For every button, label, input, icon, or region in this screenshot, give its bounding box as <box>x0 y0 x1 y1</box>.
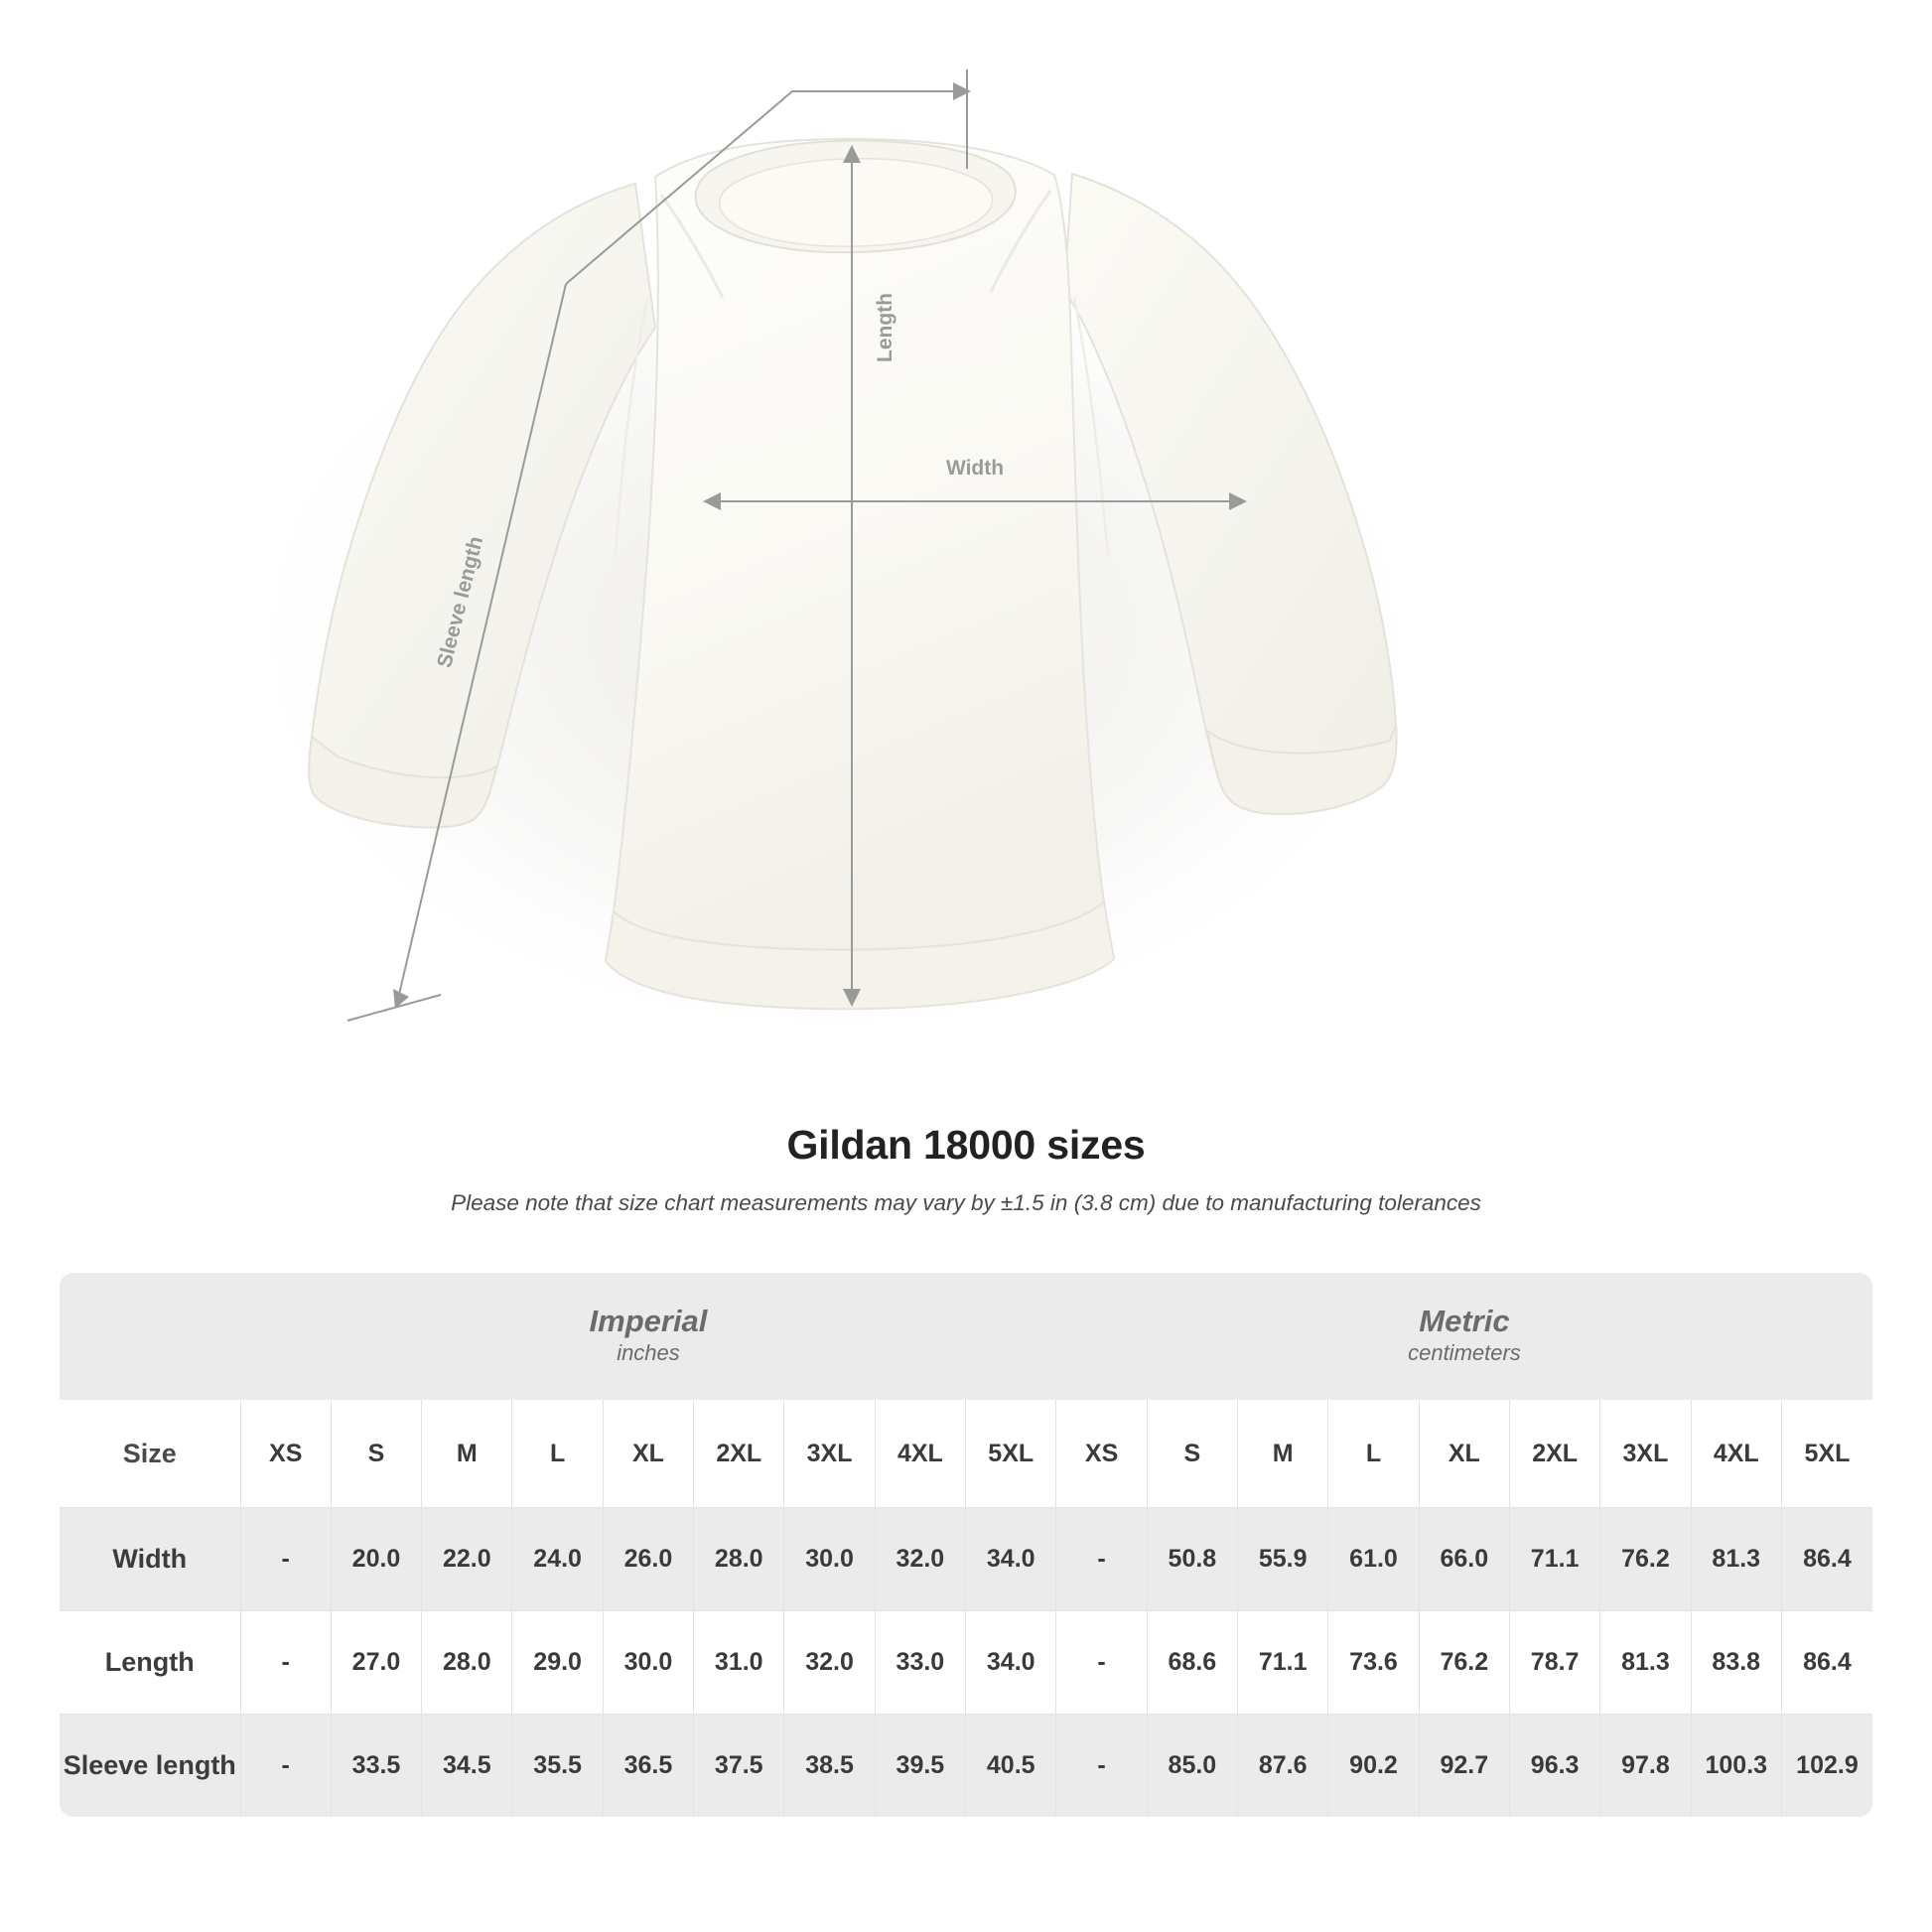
header-size-label: Size <box>60 1400 240 1508</box>
cell-width-metric-2xl: 71.1 <box>1509 1508 1599 1611</box>
header-metric-3xl: 3XL <box>1600 1400 1691 1508</box>
header-imperial-m: M <box>422 1400 512 1508</box>
table-row-sleeve-length <box>60 1715 1872 1818</box>
cell-width-imperial-xs: - <box>240 1508 331 1611</box>
cell-length-imperial-m: 28.0 <box>422 1611 512 1715</box>
unit-header-row <box>60 1273 1872 1400</box>
unit-imperial-name: Imperial <box>589 1303 708 1338</box>
size-table-wrapper <box>60 1273 1872 1817</box>
header-imperial-3xl: 3XL <box>784 1400 875 1508</box>
header-imperial-l: L <box>512 1400 603 1508</box>
cell-sleeve-imperial-5xl: 40.5 <box>966 1715 1056 1818</box>
cell-length-metric-5xl: 86.4 <box>1781 1611 1872 1715</box>
cell-length-imperial-l: 29.0 <box>512 1611 603 1715</box>
cell-length-metric-2xl: 78.7 <box>1509 1611 1599 1715</box>
unit-metric <box>1056 1273 1872 1400</box>
cell-length-metric-3xl: 81.3 <box>1600 1611 1691 1715</box>
cell-width-imperial-l: 24.0 <box>512 1508 603 1611</box>
cell-sleeve-metric-m: 87.6 <box>1238 1715 1328 1818</box>
cell-width-imperial-4xl: 32.0 <box>875 1508 965 1611</box>
cell-sleeve-metric-xs: - <box>1056 1715 1147 1818</box>
header-metric-m: M <box>1238 1400 1328 1508</box>
sleeve-length-label: Sleeve length <box>433 533 488 670</box>
header-metric-5xl: 5XL <box>1781 1400 1872 1508</box>
cell-length-metric-xs: - <box>1056 1611 1147 1715</box>
cell-sleeve-imperial-xl: 36.5 <box>603 1715 693 1818</box>
cell-length-metric-4xl: 83.8 <box>1691 1611 1781 1715</box>
cell-length-imperial-xl: 30.0 <box>603 1611 693 1715</box>
cell-width-imperial-xl: 26.0 <box>603 1508 693 1611</box>
table-row-width <box>60 1508 1872 1611</box>
cell-width-imperial-m: 22.0 <box>422 1508 512 1611</box>
cell-width-metric-xl: 66.0 <box>1419 1508 1509 1611</box>
cell-sleeve-imperial-s: 33.5 <box>331 1715 421 1818</box>
cell-sleeve-imperial-m: 34.5 <box>422 1715 512 1818</box>
cell-width-metric-m: 55.9 <box>1238 1508 1328 1611</box>
cell-length-imperial-4xl: 33.0 <box>875 1611 965 1715</box>
cell-sleeve-imperial-4xl: 39.5 <box>875 1715 965 1818</box>
cell-length-imperial-s: 27.0 <box>331 1611 421 1715</box>
width-label: Width <box>945 457 1005 480</box>
cell-width-metric-xs: - <box>1056 1508 1147 1611</box>
header-imperial-s: S <box>331 1400 421 1508</box>
unit-spacer <box>60 1273 240 1400</box>
cell-sleeve-metric-s: 85.0 <box>1147 1715 1237 1818</box>
cell-width-imperial-2xl: 28.0 <box>694 1508 784 1611</box>
cell-length-metric-l: 73.6 <box>1328 1611 1419 1715</box>
cell-width-imperial-5xl: 34.0 <box>966 1508 1056 1611</box>
table-row-length <box>60 1611 1872 1715</box>
cell-length-metric-xl: 76.2 <box>1419 1611 1509 1715</box>
cell-width-metric-3xl: 76.2 <box>1600 1508 1691 1611</box>
header-metric-4xl: 4XL <box>1691 1400 1781 1508</box>
cell-width-imperial-3xl: 30.0 <box>784 1508 875 1611</box>
cell-sleeve-imperial-2xl: 37.5 <box>694 1715 784 1818</box>
cell-length-metric-m: 71.1 <box>1238 1611 1328 1715</box>
unit-imperial-sub: inches <box>617 1340 680 1366</box>
header-imperial-5xl: 5XL <box>966 1400 1056 1508</box>
cell-sleeve-metric-xl: 92.7 <box>1419 1715 1509 1818</box>
cell-sleeve-metric-l: 90.2 <box>1328 1715 1419 1818</box>
unit-metric-name: Metric <box>1419 1303 1510 1338</box>
cell-width-imperial-s: 20.0 <box>331 1508 421 1611</box>
unit-metric-sub: centimeters <box>1408 1340 1521 1366</box>
cell-sleeve-imperial-3xl: 38.5 <box>784 1715 875 1818</box>
cell-width-metric-4xl: 81.3 <box>1691 1508 1781 1611</box>
row-label-width: Width <box>60 1508 240 1611</box>
cell-sleeve-metric-3xl: 97.8 <box>1600 1715 1691 1818</box>
page-title: Gildan 18000 sizes <box>786 1122 1146 1168</box>
cell-length-imperial-5xl: 34.0 <box>966 1611 1056 1715</box>
header-metric-2xl: 2XL <box>1509 1400 1599 1508</box>
size-header-row <box>60 1400 1872 1508</box>
cell-sleeve-metric-2xl: 96.3 <box>1509 1715 1599 1818</box>
header-imperial-2xl: 2XL <box>694 1400 784 1508</box>
cell-length-imperial-3xl: 32.0 <box>784 1611 875 1715</box>
cell-width-metric-l: 61.0 <box>1328 1508 1419 1611</box>
header-imperial-xl: XL <box>603 1400 693 1508</box>
cell-length-imperial-xs: - <box>240 1611 331 1715</box>
cell-length-imperial-2xl: 31.0 <box>694 1611 784 1715</box>
cell-sleeve-imperial-xs: - <box>240 1715 331 1818</box>
cell-width-metric-5xl: 86.4 <box>1781 1508 1872 1611</box>
size-table <box>60 1273 1872 1817</box>
header-metric-xs: XS <box>1056 1400 1147 1508</box>
row-label-sleeve-length: Sleeve length <box>60 1715 240 1818</box>
row-label-length: Length <box>60 1611 240 1715</box>
unit-imperial <box>240 1273 1056 1400</box>
header-imperial-4xl: 4XL <box>875 1400 965 1508</box>
cell-sleeve-metric-5xl: 102.9 <box>1781 1715 1872 1818</box>
title-block <box>0 1122 1932 1216</box>
length-label: Length <box>874 293 897 362</box>
header-metric-l: L <box>1328 1400 1419 1508</box>
cell-length-metric-s: 68.6 <box>1147 1611 1237 1715</box>
cell-sleeve-metric-4xl: 100.3 <box>1691 1715 1781 1818</box>
tolerance-note: Please note that size chart measurements may vary by ±1.5 in (3.8 cm) due to manufacturing tolerances <box>451 1190 1481 1215</box>
header-imperial-xs: XS <box>240 1400 331 1508</box>
cell-width-metric-s: 50.8 <box>1147 1508 1237 1611</box>
header-metric-xl: XL <box>1419 1400 1509 1508</box>
cell-sleeve-imperial-l: 35.5 <box>512 1715 603 1818</box>
header-metric-s: S <box>1147 1400 1237 1508</box>
